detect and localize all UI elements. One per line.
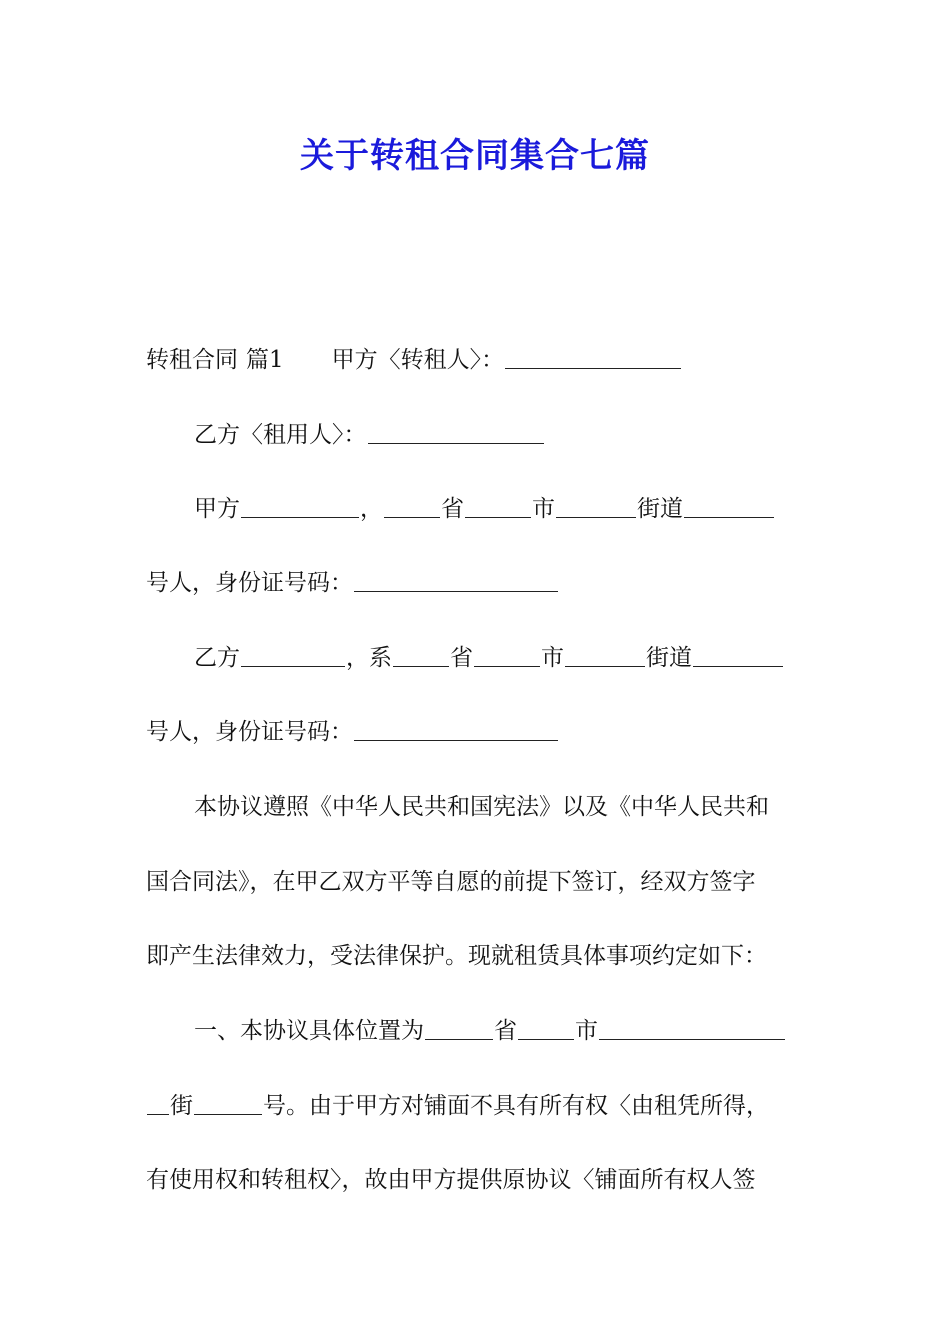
text-run: 市: [532, 496, 555, 522]
paragraph-line: 即产生法律效力，受法律保护。现就租赁具体事项约定如下：: [146, 943, 767, 969]
fill-blank[interactable]: [505, 344, 681, 369]
text-run: 号人，身份证号码：: [146, 570, 353, 596]
fill-blank[interactable]: [241, 493, 359, 518]
paragraph-line: [146, 1086, 808, 1126]
text-run: 省: [441, 496, 464, 522]
text-run: 市: [575, 1018, 598, 1044]
fill-blank[interactable]: [393, 642, 449, 667]
text-run: 省: [450, 645, 473, 671]
paragraph-line: [194, 638, 808, 678]
fill-blank[interactable]: [194, 1090, 262, 1115]
document-title: 关于转租合同集合七篇: [300, 136, 650, 176]
text-run: 甲方〈转租人〉：: [331, 347, 505, 373]
fill-blank[interactable]: [556, 493, 636, 518]
text-run: 街道: [637, 496, 683, 522]
fill-blank[interactable]: [599, 1015, 785, 1040]
paragraph-line: [194, 489, 808, 529]
paragraph-line: [146, 712, 808, 752]
text-run: 甲方: [194, 496, 240, 522]
text-run: 市: [541, 645, 564, 671]
fill-blank[interactable]: [368, 419, 544, 444]
text-run: 号。由于甲方对铺面不具有所有权〈由租凭所得，: [263, 1093, 769, 1119]
text-run: 号人，身份证号码：: [146, 719, 353, 745]
paragraph-line: 本协议遵照《中华人民共和国宪法》以及《中华人民共和: [194, 794, 769, 820]
fill-blank[interactable]: [147, 1090, 169, 1115]
paragraph-line: [194, 415, 808, 455]
fill-blank[interactable]: [565, 642, 645, 667]
fill-blank[interactable]: [684, 493, 774, 518]
fill-blank[interactable]: [518, 1015, 574, 1040]
fill-blank[interactable]: [384, 493, 440, 518]
text-run: ，系: [346, 645, 392, 671]
fill-blank[interactable]: [474, 642, 540, 667]
text-run: 转租合同: [146, 347, 238, 373]
text-run: 乙方〈租用人〉：: [194, 422, 367, 448]
paragraph-line: [146, 340, 808, 380]
fill-blank[interactable]: [425, 1015, 493, 1040]
paragraph-line: 有使用权和转租权〉，故由甲方提供原协议〈铺面所有权人签: [146, 1167, 756, 1193]
text-run: 一、本协议具体位置为: [194, 1018, 424, 1044]
paragraph-line: [194, 1011, 808, 1051]
text-run: 街道: [646, 645, 692, 671]
fill-blank[interactable]: [241, 642, 345, 667]
fill-blank[interactable]: [354, 567, 558, 592]
fill-blank[interactable]: [693, 642, 783, 667]
fill-blank[interactable]: [354, 716, 558, 741]
text-run: 乙方: [194, 645, 240, 671]
paragraph-line: 国合同法》，在甲乙双方平等自愿的前提下签订，经双方签字: [146, 869, 756, 895]
text-run: 省: [494, 1018, 517, 1044]
paragraph-line: [146, 563, 808, 603]
fill-blank[interactable]: [465, 493, 531, 518]
text-run: ，: [360, 496, 383, 522]
text-run: 篇1: [246, 347, 284, 373]
text-run: 街: [170, 1093, 193, 1119]
